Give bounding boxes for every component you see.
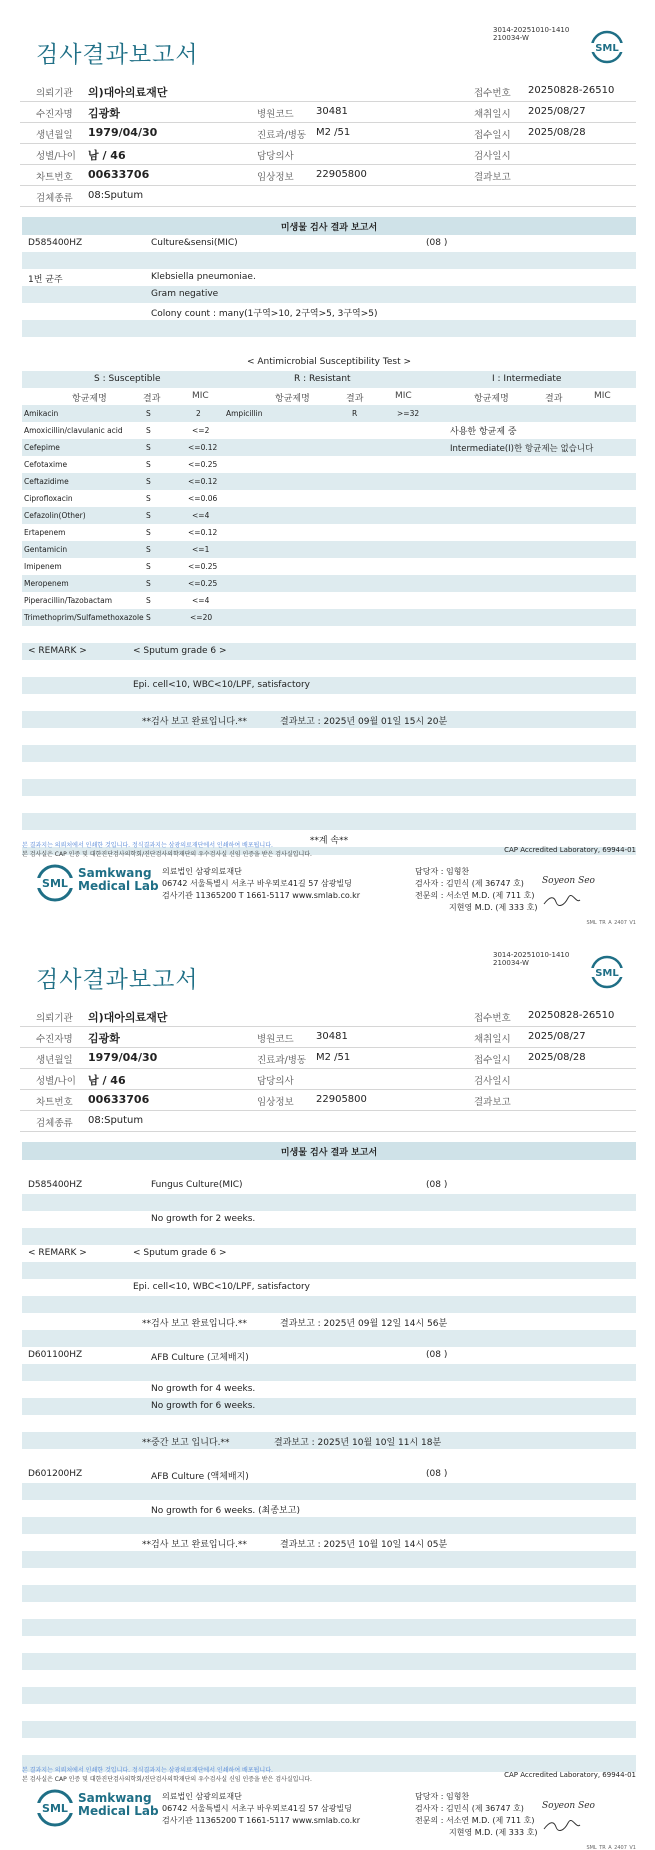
drug-result: S: [146, 528, 151, 537]
blank-row: [22, 728, 636, 745]
test-code: D585400HZ: [28, 238, 83, 248]
value-receipt-no: 20250828-26510: [528, 1010, 615, 1021]
value-clinical-info: 22905800: [316, 169, 367, 180]
org-address: 06742 서울특별시 서초구 바우뫼로41길 57 삼광빌딩: [162, 1804, 352, 1813]
drug-name: Trimethoprim/Sulfamethoxazole: [24, 613, 144, 622]
value-receipt-no: 20250828-26510: [528, 85, 615, 96]
test-row: [22, 1347, 636, 1364]
drug-mic: <=0.12: [188, 443, 218, 452]
colony-row: [22, 303, 636, 320]
micro-result-table: [22, 1142, 636, 1772]
legend-susceptible: S : Susceptible: [94, 374, 161, 384]
value-chart-no: 00633706: [88, 168, 150, 181]
result-row: [22, 1500, 636, 1517]
brand-name: [78, 1792, 159, 1818]
report-footer: [22, 840, 636, 925]
label-patient-name: 수진자명: [36, 1034, 73, 1045]
disclaimer-cap: 본 검사실은 CAP 인증 및 대한진단검사의학회/진단검사의학재단의 우수검사실 신임 인증을 받은 검사실입니다.: [22, 851, 312, 858]
blank-row: [22, 1262, 636, 1279]
blank-row: [22, 1636, 636, 1653]
report-status: **검사 보고 완료입니다.**: [142, 717, 247, 727]
value-patient-name: 김광화: [88, 1032, 120, 1045]
drug-result: S: [146, 460, 151, 469]
fungus-result: No growth for 2 weeks.: [151, 1214, 256, 1224]
label-result-report: 결과보고: [474, 1097, 511, 1108]
signatory-manager: 담당자 : 임형찬: [415, 1792, 470, 1801]
label-collection-date: 채취일시: [474, 109, 511, 120]
value-chart-no: 00633706: [88, 1093, 150, 1106]
brand-line-2: Medical Lab: [78, 879, 159, 893]
blank-row: [22, 779, 636, 796]
info-row: [20, 1090, 636, 1111]
disclaimer-print: 본 결과지는 의뢰처에서 인쇄한 것입니다. 정식결과지는 삼광의료재단에서 인쇄하여 배포됩니다.: [22, 842, 273, 849]
drug-mic: <=0.25: [188, 579, 218, 588]
value-specimen: 08:Sputum: [88, 190, 144, 201]
doc-id-line-2: 210034-W: [493, 959, 529, 967]
signatory-specialist-1: 전문의 : 서소연 M.D. (제 711 호): [415, 1816, 535, 1825]
drug-name: Piperacillin/Tazobactam: [24, 596, 113, 605]
org-contact: 검사기관 11365200 T 1661-5117 www.smlab.co.kr: [162, 891, 361, 900]
value-hospital-code: 30481: [316, 1031, 348, 1042]
blank-row: [22, 1483, 636, 1500]
col-drug: 항균제명: [72, 394, 107, 404]
label-collection-date: 채취일시: [474, 1034, 511, 1045]
signatories: [415, 866, 537, 914]
report-status: **중간 보고 입니다.**: [142, 1438, 230, 1448]
afb-solid-result-2: No growth for 6 weeks.: [151, 1401, 256, 1411]
drug-name: Ertapenem: [24, 528, 66, 537]
label-doctor: 담당의사: [257, 1076, 294, 1087]
blank-row: [22, 745, 636, 762]
form-version: SML_TR_A_2407_V1: [586, 920, 636, 925]
value-birth-date: 1979/04/30: [88, 1051, 158, 1064]
drug-name: Ciprofloxacin: [24, 494, 73, 503]
test-row: [22, 1466, 636, 1483]
result-row: [22, 1398, 636, 1415]
blank-row: [22, 1449, 636, 1466]
label-doctor: 담당의사: [257, 151, 294, 162]
value-requester: 의)대아의료재단: [88, 86, 168, 99]
label-patient-name: 수진자명: [36, 109, 73, 120]
continued-mark: **계 속**: [309, 836, 349, 846]
drug-result: R: [352, 409, 358, 418]
test-name: Fungus Culture(MIC): [151, 1180, 243, 1190]
sml-logo-icon: [590, 955, 624, 989]
value-sex-age: 남 / 46: [88, 1074, 126, 1087]
value-clinical-info: 22905800: [316, 1094, 367, 1105]
drug-name: Gentamicin: [24, 545, 68, 554]
ast-row: [22, 524, 636, 541]
drug-mic: >=32: [397, 409, 420, 418]
drug-mic: <=4: [192, 596, 210, 605]
signature-scribble-icon: [542, 894, 582, 908]
drug-mic: <=0.25: [188, 562, 218, 571]
value-birth-date: 1979/04/30: [88, 126, 158, 139]
label-hospital-code: 병원코드: [257, 109, 294, 120]
info-row: [20, 1111, 636, 1132]
blank-row: [22, 1364, 636, 1381]
drug-name: Cefazolin(Other): [24, 511, 86, 520]
drug-result: S: [146, 511, 151, 520]
test-code: D585400HZ: [28, 1180, 83, 1190]
epi-row: [22, 677, 636, 694]
label-sex-age: 성별/나이: [36, 151, 76, 162]
svg-text:SML: SML: [595, 968, 619, 979]
drug-name: Cefotaxime: [24, 460, 68, 469]
blank-row: [22, 1721, 636, 1738]
drug-result: S: [146, 477, 151, 486]
epi-row: [22, 1279, 636, 1296]
label-test-date: 검사일시: [474, 1076, 511, 1087]
svg-text:SML: SML: [42, 1802, 68, 1815]
drug-result: S: [146, 596, 151, 605]
blank-row: [22, 1194, 636, 1211]
blank-row: [22, 320, 636, 337]
org-contact: 검사기관 11365200 T 1661-5117 www.smlab.co.kr: [162, 1816, 361, 1825]
blank-row: [22, 1602, 636, 1619]
drug-name: Ceftazidime: [24, 477, 69, 486]
remark-row: [22, 643, 636, 660]
report-time: 결과보고 : 2025년 09월 01일 15시 20분: [280, 717, 448, 727]
report-status-row: [22, 1534, 636, 1551]
section-title: 미생물 검사 결과 보고서: [280, 1148, 378, 1158]
blank-row: [22, 813, 636, 830]
label-hospital-code: 병원코드: [257, 1034, 294, 1045]
label-sex-age: 성별/나이: [36, 1076, 76, 1087]
drug-name: Imipenem: [24, 562, 62, 571]
blank-row: [22, 796, 636, 813]
ast-title-row: [22, 354, 636, 371]
col-result: 결과: [545, 394, 563, 404]
cap-accreditation: CAP Accredited Laboratory, 69944-01: [504, 1771, 636, 1779]
col-mic: MIC: [594, 391, 611, 401]
drug-result: S: [146, 579, 151, 588]
drug-result: S: [146, 494, 151, 503]
signatory-manager: 담당자 : 임형찬: [415, 867, 470, 876]
afb-liquid-result: No growth for 6 weeks. (최종보고): [151, 1506, 300, 1516]
blank-row: [22, 1551, 636, 1568]
col-drug: 항균제명: [474, 394, 509, 404]
org-name: 의료법인 삼광의료재단: [162, 1792, 242, 1801]
drug-mic: <=0.06: [188, 494, 218, 503]
org-name: 의료법인 삼광의료재단: [162, 867, 242, 876]
signatory-tester: 검사자 : 김민식 (제 36747 호): [415, 879, 524, 888]
legend-intermediate: I : Intermediate: [492, 374, 562, 384]
blank-row: [22, 1160, 636, 1177]
test-row: [22, 1177, 636, 1194]
value-hospital-code: 30481: [316, 106, 348, 117]
info-row: [20, 102, 636, 123]
label-birth-date: 생년월일: [36, 130, 73, 141]
info-row: [20, 1048, 636, 1069]
info-row: [20, 1027, 636, 1048]
label-birth-date: 생년월일: [36, 1055, 73, 1066]
doc-id-line-2: 210034-W: [493, 34, 529, 42]
drug-result: S: [146, 409, 151, 418]
intermediate-note-1: 사용한 항균제 중: [450, 427, 517, 437]
col-result: 결과: [143, 394, 161, 404]
value-patient-name: 김광화: [88, 107, 120, 120]
patient-info: [20, 1006, 636, 1132]
ast-legend-row: [22, 371, 636, 388]
signature-scribble-icon: [542, 1819, 582, 1833]
value-specimen: 08:Sputum: [88, 1115, 144, 1126]
drug-mic: <=0.12: [188, 528, 218, 537]
section-header: [22, 217, 636, 235]
sml-logo-icon: [590, 30, 624, 64]
report-time: 결과보고 : 2025년 09월 12일 14시 56분: [280, 1319, 448, 1329]
remark-label: < REMARK >: [28, 646, 87, 656]
org-info: [162, 866, 360, 902]
report-title: 검사결과보고서: [36, 967, 199, 993]
report-status: **검사 보고 완료입니다.**: [142, 1319, 247, 1329]
form-version: SML_TR_A_2407_V1: [586, 1845, 636, 1850]
ast-row: [22, 473, 636, 490]
blank-row: [22, 1704, 636, 1721]
ast-row: [22, 575, 636, 592]
info-row: [20, 165, 636, 186]
col-result: 결과: [346, 394, 364, 404]
blank-row: [22, 1585, 636, 1602]
document-id: [493, 951, 569, 967]
label-chart-no: 차트번호: [36, 172, 73, 183]
ast-row: [22, 405, 636, 422]
blank-row: [22, 1738, 636, 1755]
drug-result: S: [146, 545, 151, 554]
blank-row: [22, 1415, 636, 1432]
blank-row: [22, 1517, 636, 1534]
section-title: 미생물 검사 결과 보고서: [280, 223, 378, 233]
report-title: 검사결과보고서: [36, 42, 199, 68]
svg-text:SML: SML: [42, 877, 68, 890]
ast-title: < Antimicrobial Susceptibility Test >: [247, 357, 411, 367]
ast-row: [22, 422, 636, 439]
drug-mic: <=0.12: [188, 477, 218, 486]
blank-row: [22, 762, 636, 779]
label-receipt-date: 접수일시: [474, 130, 511, 141]
blank-row: [22, 1670, 636, 1687]
blank-row: [22, 1330, 636, 1347]
gram-row: [22, 286, 636, 303]
label-receipt-no: 접수번호: [474, 1013, 511, 1024]
label-specimen: 검체종류: [36, 1118, 73, 1129]
remark-label: < REMARK >: [28, 1248, 87, 1258]
ast-column-header: [22, 388, 636, 405]
organism: Klebsiella pneumoniae.: [151, 272, 256, 282]
colony-count: Colony count : many(1구역>10, 2구역>5, 3구역>5): [151, 309, 378, 319]
info-row: [20, 123, 636, 144]
test-row: [22, 235, 636, 252]
drug-name: Meropenem: [24, 579, 69, 588]
label-specimen: 검체종류: [36, 193, 73, 204]
label-department: 진료과/병동: [257, 1055, 307, 1066]
report-footer: [22, 1765, 636, 1850]
col-mic: MIC: [395, 391, 412, 401]
drug-mic: <=4: [192, 511, 210, 520]
org-address: 06742 서울특별시 서초구 바우뫼로41길 57 삼광빌딩: [162, 879, 352, 888]
drug-mic: 2: [196, 409, 201, 418]
label-requester: 의뢰기관: [36, 88, 73, 99]
brand-name: [78, 867, 159, 893]
signatories: [415, 1791, 537, 1839]
section-header: [22, 1142, 636, 1160]
document-id: [493, 26, 569, 42]
info-row: [20, 144, 636, 165]
report-status-row: [22, 711, 636, 728]
signatory-specialist-2: 지현영 M.D. (제 333 호): [449, 903, 538, 912]
value-sex-age: 남 / 46: [88, 149, 126, 162]
doc-id-line-1: 3014-20251010-1410: [493, 26, 570, 34]
blank-row: [22, 1296, 636, 1313]
blank-row: [22, 337, 636, 354]
signature-image: Soyeon Seo: [542, 1801, 595, 1811]
test-code: D601100HZ: [28, 1350, 83, 1360]
blank-row: [22, 1653, 636, 1670]
remark-row: [22, 1245, 636, 1262]
blank-row: [22, 1687, 636, 1704]
test-qty: (08 ): [426, 1180, 448, 1190]
isolate-label: 1번 균주: [28, 275, 63, 285]
blank-row: [22, 252, 636, 269]
signatory-specialist-2: 지현영 M.D. (제 333 호): [449, 1828, 538, 1837]
doc-id-line-1: 3014-20251010-1410: [493, 951, 570, 959]
blank-row: [22, 660, 636, 677]
label-result-report: 결과보고: [474, 172, 511, 183]
result-row: [22, 1381, 636, 1398]
drug-mic: <=1: [192, 545, 210, 554]
test-name: Culture&sensi(MIC): [151, 238, 238, 248]
report-status-row: [22, 1313, 636, 1330]
drug-mic: <=0.25: [188, 460, 218, 469]
sml-logo-icon: [36, 864, 74, 902]
value-receipt-date: 2025/08/28: [528, 1052, 586, 1063]
test-qty: (08 ): [426, 1469, 448, 1479]
disclaimer-print: 본 결과지는 의뢰처에서 인쇄한 것입니다. 정식결과지는 삼광의료재단에서 인쇄하여 배포됩니다.: [22, 1767, 273, 1774]
report-status-row: [22, 1432, 636, 1449]
test-name: AFB Culture (액체배지): [151, 1472, 249, 1482]
report-status: **검사 보고 완료입니다.**: [142, 1540, 247, 1550]
ast-row: [22, 507, 636, 524]
sputum-grade: < Sputum grade 6 >: [133, 646, 227, 656]
label-department: 진료과/병동: [257, 130, 307, 141]
result-row: [22, 1211, 636, 1228]
value-collection-date: 2025/08/27: [528, 1031, 586, 1042]
cap-accreditation: CAP Accredited Laboratory, 69944-01: [504, 846, 636, 854]
col-drug: 항균제명: [275, 394, 310, 404]
info-row: [20, 186, 636, 207]
info-row: [20, 1006, 636, 1027]
ast-row: [22, 541, 636, 558]
info-row: [20, 1069, 636, 1090]
blank-row: [22, 1619, 636, 1636]
value-department: M2 /51: [316, 1052, 351, 1063]
patient-info: [20, 81, 636, 207]
epi-result: Epi. cell<10, WBC<10/LPF, satisfactory: [133, 1282, 311, 1292]
drug-result: S: [146, 443, 151, 452]
drug-name: Ampicillin: [226, 409, 263, 418]
report-page-2: [0, 925, 655, 1850]
blank-row: [22, 626, 636, 643]
drug-result: S: [146, 562, 151, 571]
afb-solid-result-1: No growth for 4 weeks.: [151, 1384, 256, 1394]
report-time: 결과보고 : 2025년 10월 10일 14시 05분: [280, 1540, 448, 1550]
drug-result: S: [146, 613, 151, 622]
drug-name: Amoxicillin/clavulanic acid: [24, 426, 123, 435]
label-clinical-info: 임상정보: [257, 172, 294, 183]
intermediate-note-2: Intermediate(I)한 항균제는 없습니다: [450, 444, 594, 454]
value-requester: 의)대아의료재단: [88, 1011, 168, 1024]
isolate-row: [22, 269, 636, 286]
test-name: AFB Culture (고체배지): [151, 1353, 249, 1363]
ast-row: [22, 456, 636, 473]
value-collection-date: 2025/08/27: [528, 106, 586, 117]
label-receipt-no: 접수번호: [474, 88, 511, 99]
label-clinical-info: 임상정보: [257, 1097, 294, 1108]
drug-mic: <=20: [190, 613, 213, 622]
drug-name: Cefepime: [24, 443, 60, 452]
blank-row: [22, 1568, 636, 1585]
ast-row: [22, 490, 636, 507]
drug-mic: <=2: [192, 426, 210, 435]
brand-line-1: Samkwang: [78, 1791, 152, 1805]
value-receipt-date: 2025/08/28: [528, 127, 586, 138]
sputum-grade: < Sputum grade 6 >: [133, 1248, 227, 1258]
drug-name: Amikacin: [24, 409, 59, 418]
epi-result: Epi. cell<10, WBC<10/LPF, satisfactory: [133, 680, 311, 690]
label-test-date: 검사일시: [474, 151, 511, 162]
ast-row: [22, 592, 636, 609]
label-requester: 의뢰기관: [36, 1013, 73, 1024]
org-info: [162, 1791, 360, 1827]
micro-result-table: [22, 217, 636, 855]
svg-text:SML: SML: [595, 43, 619, 54]
ast-row: [22, 609, 636, 626]
test-qty: (08 ): [426, 1350, 448, 1360]
signatory-specialist-1: 전문의 : 서소연 M.D. (제 711 호): [415, 891, 535, 900]
gram-stain: Gram negative: [151, 289, 219, 299]
brand-line-2: Medical Lab: [78, 1804, 159, 1818]
blank-row: [22, 694, 636, 711]
label-receipt-date: 접수일시: [474, 1055, 511, 1066]
info-row: [20, 81, 636, 102]
sml-logo-icon: [36, 1789, 74, 1827]
test-code: D601200HZ: [28, 1469, 83, 1479]
ast-row: [22, 558, 636, 575]
test-qty: (08 ): [426, 238, 448, 248]
ast-row: [22, 439, 636, 456]
drug-result: S: [146, 426, 151, 435]
signatory-tester: 검사자 : 김민식 (제 36747 호): [415, 1804, 524, 1813]
value-department: M2 /51: [316, 127, 351, 138]
legend-resistant: R : Resistant: [294, 374, 351, 384]
blank-row: [22, 1228, 636, 1245]
brand-line-1: Samkwang: [78, 866, 152, 880]
label-chart-no: 차트번호: [36, 1097, 73, 1108]
col-mic: MIC: [192, 391, 209, 401]
report-time: 결과보고 : 2025년 10월 10일 11시 18분: [274, 1438, 442, 1448]
disclaimer-cap: 본 검사실은 CAP 인증 및 대한진단검사의학회/진단검사의학재단의 우수검사실 신임 인증을 받은 검사실입니다.: [22, 1776, 312, 1783]
signature-image: Soyeon Seo: [542, 876, 595, 886]
